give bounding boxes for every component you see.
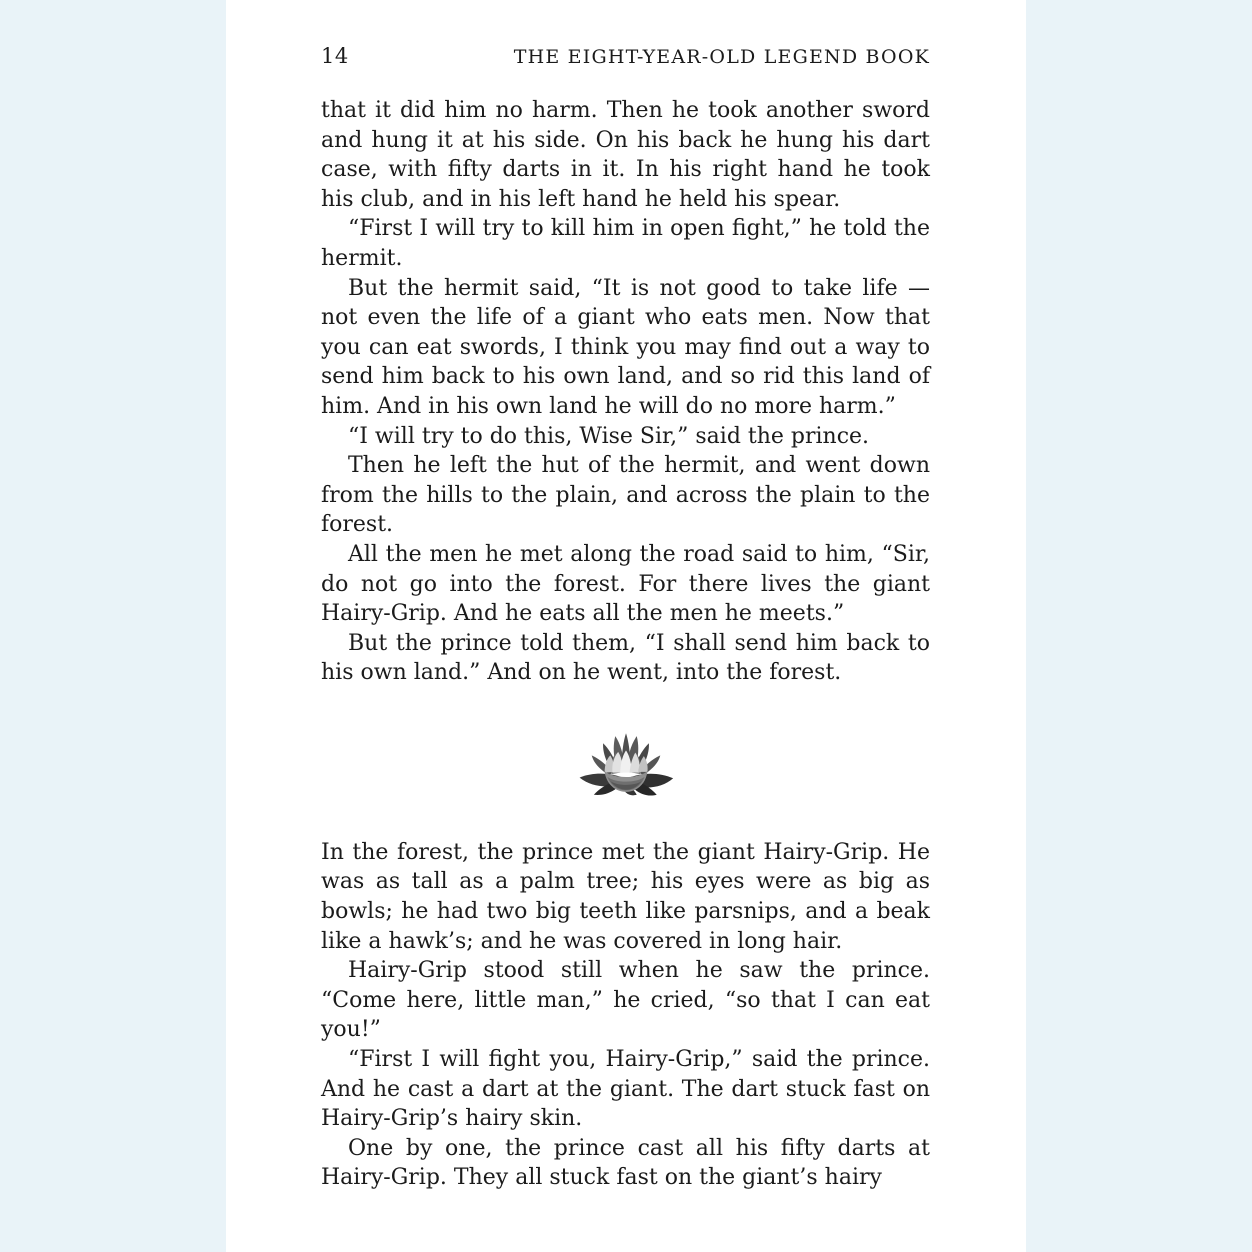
paragraph: All the men he met along the road said to him, “Sir, do not go into the forest. For there lives the giant Hairy-Grip. And he eats all the men he meets.”	[321, 541, 930, 627]
running-title: THE EIGHT-YEAR-OLD LEGEND BOOK	[513, 46, 930, 68]
paragraph: Then he left the hut of the hermit, and went down from the hills to the plain, and across the plain to the forest.	[321, 453, 930, 538]
paragraph: “First I will fight you, Hairy-Grip,” said the prince. And he cast a dart at the giant. The dart stuck fast on Hairy-Grip’s hairy skin.	[321, 1047, 930, 1132]
lotus-icon	[576, 728, 676, 800]
paragraph: But the hermit said, “It is not good to take life — not even the life of a giant who eats men. Now that you can eat swords, I think you may find out a way to send him back to his own land, and so rid this land of him. And in his own land he will do no more harm.”	[321, 275, 930, 419]
section-divider	[321, 688, 930, 838]
paragraph: In the forest, the prince met the giant Hairy-Grip. He was as tall as a palm tree; his eyes were as big as bowls; he had two big teeth like parsnips, and a beak like a hawk’s; and he was covered in long hair.	[321, 839, 930, 954]
book-page	[226, 0, 1026, 1252]
paragraph: But the prince told them, “I shall send him back to his own land.” And on he went, into the forest.	[321, 630, 930, 686]
page-number: 14	[321, 44, 349, 68]
page-body	[321, 96, 930, 1193]
paragraph: “First I will try to kill him in open fight,” he told the hermit.	[321, 216, 930, 271]
paragraph: “I will try to do this, Wise Sir,” said the prince.	[348, 423, 870, 449]
paragraph: that it did him no harm. Then he took another sword and hung it at his side. On his back he hung his dart case, with fifty darts in it. In his right hand he took his club, and in his left hand he held his spear.	[321, 98, 930, 212]
page-header	[321, 44, 930, 68]
paragraph: Hairy-Grip stood still when he saw the prince. “Come here, little man,” he cried, “so that I can eat you!”	[321, 958, 930, 1043]
paragraph: One by one, the prince cast all his fifty darts at Hairy-Grip. They all stuck fast on the giant’s hairy	[321, 1135, 930, 1191]
